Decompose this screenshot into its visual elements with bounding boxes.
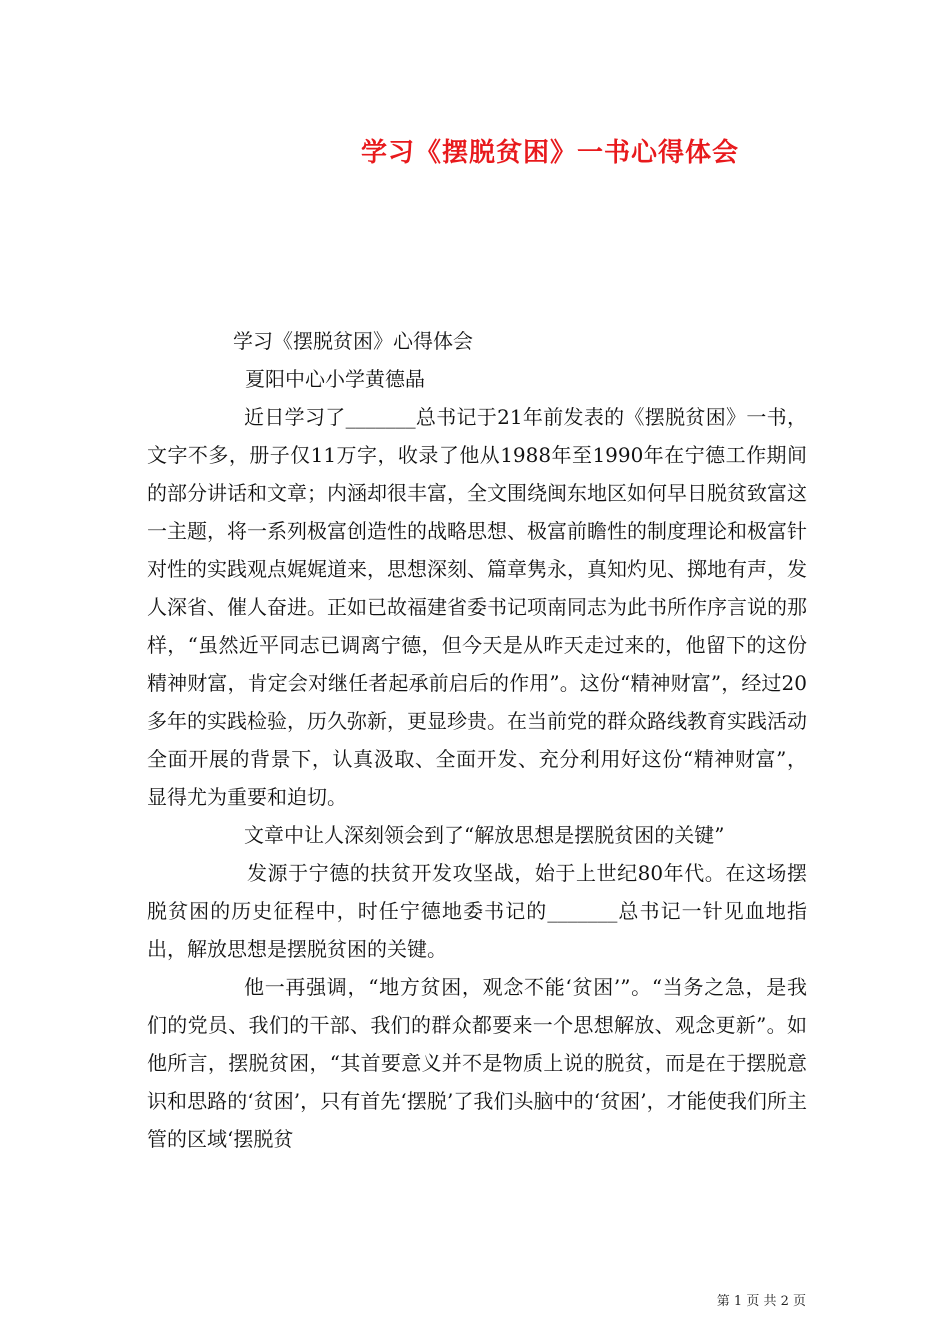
paragraph-2: 文章中让人深刻领会到了“解放思想是摆脱贫困的关键” xyxy=(244,823,725,847)
paragraph-1: 近日学习了_______总书记于21年前发表的《摆脱贫困》一书，文字不多，册子仅11万字，收录了他从1988年至1990年在宁德工作期间的部分讲话和文章；内涵却很丰富，全文围绕闽东地区如何早日脱贫致富这一主题，将一系列极富创造性的战略思想、极富前瞻性的制度理论和极富针对性的实践观点娓娓道来，思想深刻、篇章隽永，真知灼见、掷地有声，发人深省、催人奋进。正如已故福建省委书记项南同志为此书所作序言说的那样，“虽然近平同志已调离宁德，但今天是从昨天走过来的，他留下的这份精神财富，肯定会对继任者起承前启后的作用”。这份“精神财富”，经过20多年的实践检验，历久弥新，更显珍贵。在当前党的群众路线教育实践活动全面开展的背景下，认真汲取、全面开发、充分利用好这份“精神财富”，显得尤为重要和迫切。 xyxy=(147,405,807,809)
document-title: 学习《摆脱贫困》一书心得体会 xyxy=(360,138,739,168)
paragraph-4: 他一再强调，“地方贫困，观念不能‘贫困’”。“当务之急，是我们的党员、我们的干部、我们的群众都要来一个思想解放、观念更新”。如他所言，摆脱贫困，“其首要意义并不是物质上说的脱贫，而是在于摆脱意识和思路的‘贫困’，只有首先‘摆脱’了我们头脑中的‘贫困’，才能使我们所主管的区域‘摆脱贫 xyxy=(147,975,807,1151)
author-line: 夏阳中心小学黄德晶 xyxy=(245,367,425,391)
paragraph-3: 发源于宁德的扶贫开发攻坚战，始于上世纪80年代。在这场摆脱贫困的历史征程中，时任宁德地委书记的_______总书记一针见血地指出，解放思想是摆脱贫困的关键。 xyxy=(147,861,807,961)
document-body xyxy=(147,322,807,1158)
document-subtitle: 学习《摆脱贫困》心得体会 xyxy=(233,329,473,353)
page-number-footer: 第 1 页 共 2 页 xyxy=(716,1294,806,1309)
